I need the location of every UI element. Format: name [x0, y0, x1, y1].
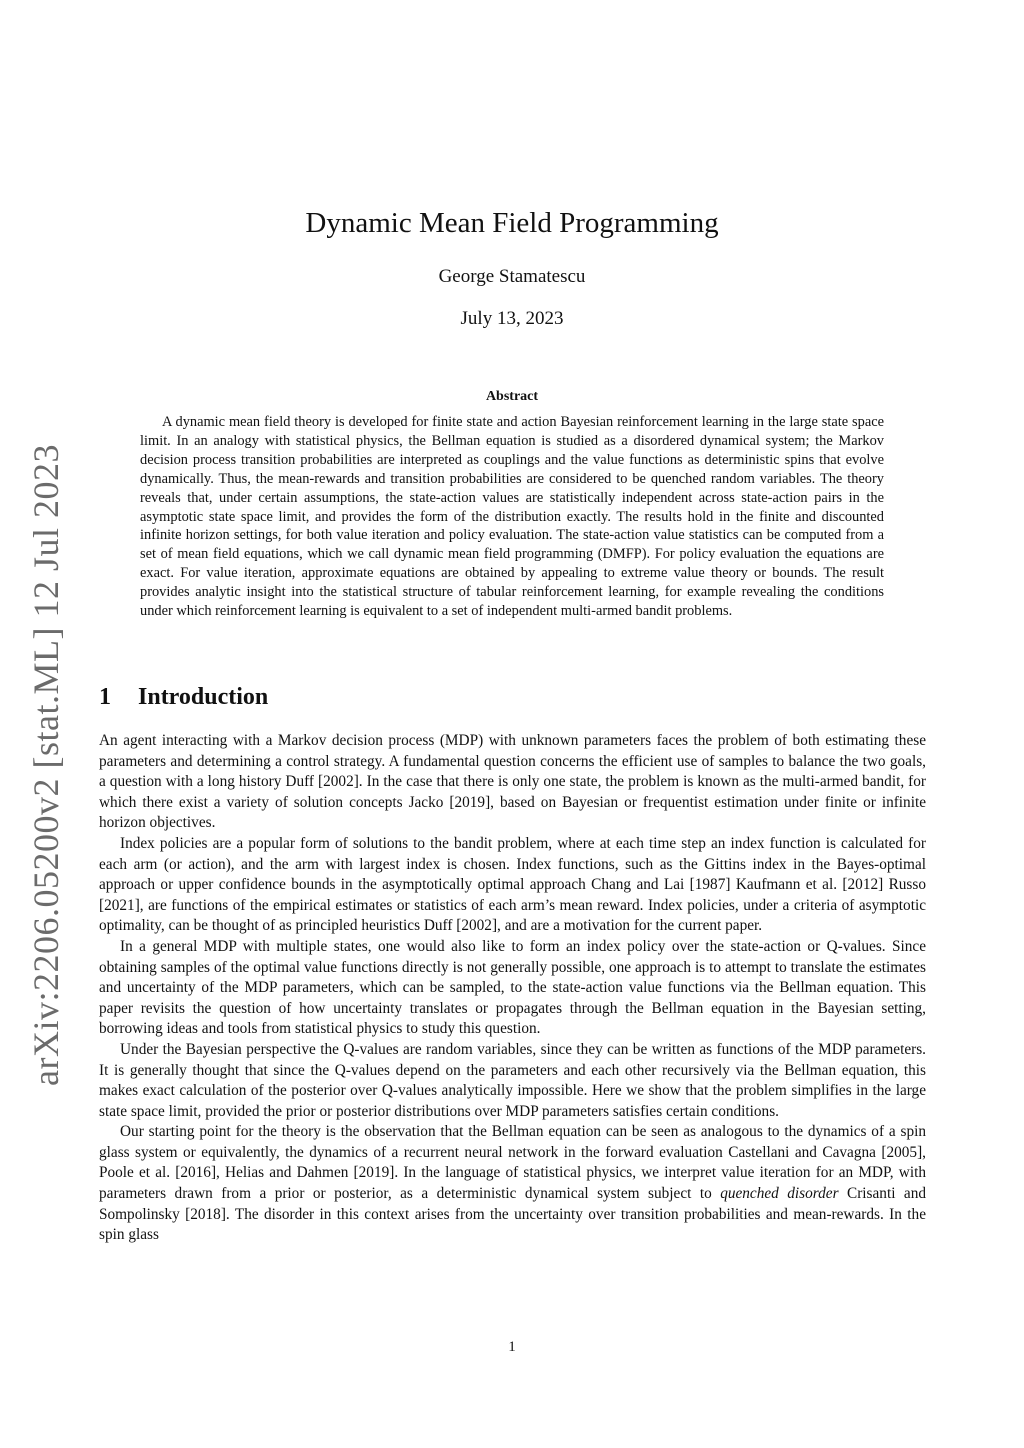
section-title: Introduction: [138, 684, 269, 710]
section-heading: [99, 684, 268, 711]
arxiv-identifier: arXiv:2206.05200v2 [stat.ML] 12 Jul 2023: [26, 444, 67, 1086]
paragraph-text: Crisanti and Sompolinsky [2018]. The disorder in this context arises from the uncertainty over transition probabilities and mean-rewards. In the spin glass: [99, 1185, 926, 1244]
paragraph: Index policies are a popular form of solutions to the bandit problem, where at each time step an index function is calculated for each arm (or action), and the arm with largest index is chosen. Index functions, such as the Gittins index in the Bayes-optimal approach or upper confidence bounds in the asymptotically optimal approach Chang and Lai [1987] Kaufmann et al. [2012] Russo [2021], are functions of the empirical estimates or statistics of each arm’s mean reward. Index policies, under a criteria of asymptotic optimality, can be thought of as principled heuristics Duff [2002], and are a motivation for the current paper.: [99, 834, 926, 935]
paragraph: In a general MDP with multiple states, one would also like to form an index policy over the state-action or Q-values. Since obtaining samples of the optimal value functions directly is not generally possible, one approach is to attempt to translate the estimates and uncertainty of the MDP parameters, which can be sampled, to the state-action value functions via the Bellman equation. This paper revisits the question of how uncertainty translates or propagates through the Bellman equation in the Bayesian setting, borrowing ideas and tools from statistical physics to study this question.: [99, 937, 926, 1038]
abstract-heading: Abstract: [485, 389, 539, 404]
emphasized-term: quenched disorder: [720, 1185, 839, 1203]
paper-date: July 13, 2023: [460, 308, 564, 329]
page-number: 1: [508, 1339, 516, 1355]
introduction-body: [99, 731, 926, 1246]
paragraph: [99, 1122, 926, 1246]
paper-author: George Stamatescu: [438, 266, 586, 287]
paragraph: Under the Bayesian perspective the Q-values are random variables, since they can be written as functions of the MDP parameters. It is generally thought that since the Q-values depend on the parameters and each other recursively via the Bellman equation, this makes exact calculation of the posterior over Q-values analytically impossible. Here we show that the problem simplifies in the large state space limit, provided the prior or posterior distributions over MDP parameters satisfies certain conditions.: [99, 1040, 926, 1120]
paragraph-text: Our starting point for the theory is the observation that the Bellman equation can be seen as analogous to the dynamics of a spin glass system or equivalently, the dynamics of a recurrent neural network in the forward evaluation Castellani and Cavagna [2005], Poole et al. [2016], Helias and Dahmen [2019]. In the language of statistical physics, we interpret value iteration for an MDP, with parameters drawn from a prior or posterior, as a deterministic dynamical system subject to: [99, 1123, 926, 1203]
section-number: 1: [99, 684, 111, 710]
arxiv-side-stamp: [16, 444, 76, 1086]
paper-title: Dynamic Mean Field Programming: [305, 207, 719, 239]
abstract-text: A dynamic mean field theory is developed for finite state and action Bayesian reinforcement learning in the large state space limit. In an analogy with statistical physics, the Bellman equation is studied as a disordered dynamical system; the Markov decision process transition probabilities are interpreted as couplings and the value functions as deterministic spins that evolve dynamically. Thus, the mean-rewards and transition probabilities are considered to be quenched random variables. The theory reveals that, under certain assumptions, the state-action values are statistically independent across state-action pairs in the asymptotic state space limit, and provides the form of the distribution exactly. The results hold in the finite and discounted infinite horizon settings, for both value iteration and policy evaluation. The state-action value statistics can be computed from a set of mean field equations, which we call dynamic mean field programming (DMFP). For policy evaluation the equations are exact. For value iteration, approximate equations are obtained by appealing to extreme value theory or bounds. The result provides analytic insight into the statistical structure of tabular reinforcement learning, for example revealing the conditions under which reinforcement learning is equivalent to a set of independent multi-armed bandit problems.: [140, 414, 884, 620]
paragraph: An agent interacting with a Markov decision process (MDP) with unknown parameters faces the problem of both estimating these parameters and determining a control strategy. A fundamental question concerns the efficient use of samples to balance the two goals, a question with a long history Duff [2002]. In the case that there is only one state, the problem is known as the multi-armed bandit, for which there exist a variety of solution concepts Jacko [2019], based on Bayesian or frequentist estimation under finite or infinite horizon objectives.: [99, 732, 926, 832]
